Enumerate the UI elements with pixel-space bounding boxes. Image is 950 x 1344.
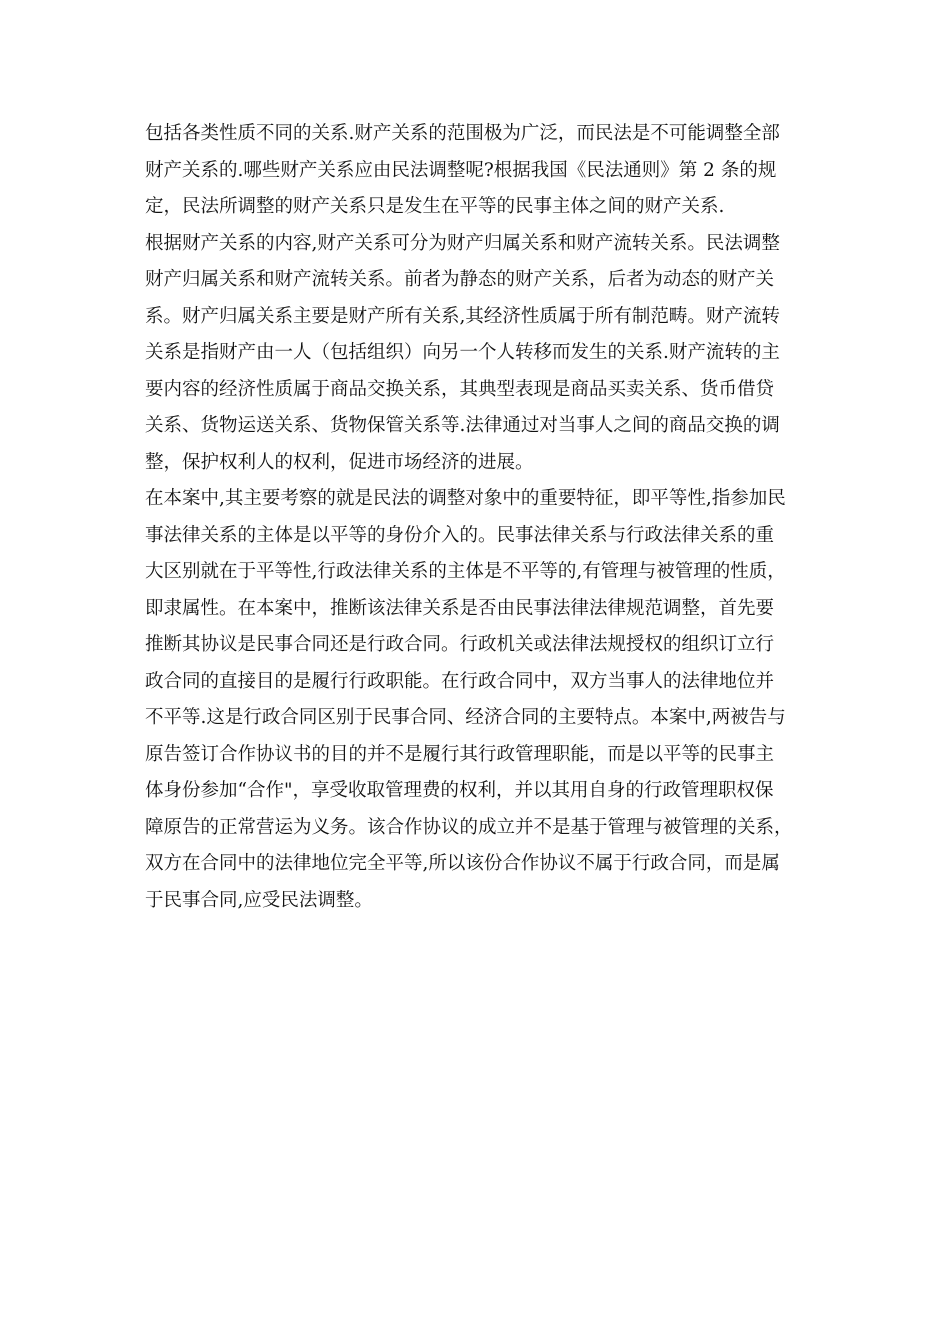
paragraph-case-analysis: 在本案中,其主要考察的就是民法的调整对象中的重要特征，即平等性,指参加民 事法律关系的主体是以平等的身份介入的。民事法律关系与行政法律关系的重 大区别就在于平等性,行政法律关系的主体是不平等的,有管理与被管理的性质， 即隶属性。在本案中，推断该法律关系是否由民事法律法律规范调整，首先要 推断其协议是民事合同还是行政合同。行政机关或法律法规授权的组织订立行 政合同的直接目的是履行行政职能。在行政合同中，双方当事人的法律地位并 不平等.这是行政合同区别于民事合同、经济合同的主要特点。本案中,两被告与 原告签订合作协议书的目的并不是履行其行政管理职能，而是以平等的民事主 体身份参加“合作"，享受收取管理费的权利，并以其用自身的行政管理职权保 障原告的正常营运为义务。该合作协议的成立并不是基于管理与被管理的关系， 双方在合同中的法律地位完全平等,所以该份合作协议不属于行政合同，而是属 于民事合同,应受民法调整。 — [145, 488, 793, 911]
paragraph-scope-of-property-relations: 包括各类性质不同的关系.财产关系的范围极为广泛，而民法是不可能调整全部 财产关系的.哪些财产关系应由民法调整呢?根据我国《民法通则》第 2 条的规 定，民法所调整的财产关系只是发生在平等的民事主体之间的财产关系. — [145, 123, 780, 217]
paragraph-property-relation-types: 根据财产关系的内容,财产关系可分为财产归属关系和财产流转关系。民法调整 财产归属关系和财产流转关系。前者为静态的财产关系，后者为动态的财产关 系。财产归属关系主要是财产所有关系,其经济性质属于所有制范畴。财产流转 关系是指财产由一人（包括组织）向另一个人转移而发生的关系.财产流转的主 要内容的经济性质属于商品交换关系，其典型表现是商品买卖关系、货币借贷 关系、货物运送关系、货物保管关系等.法律通过对当事人之间的商品交换的调 整，保护权利人的权利，促进市场经济的进展。 — [145, 232, 780, 473]
document-page — [145, 116, 805, 919]
